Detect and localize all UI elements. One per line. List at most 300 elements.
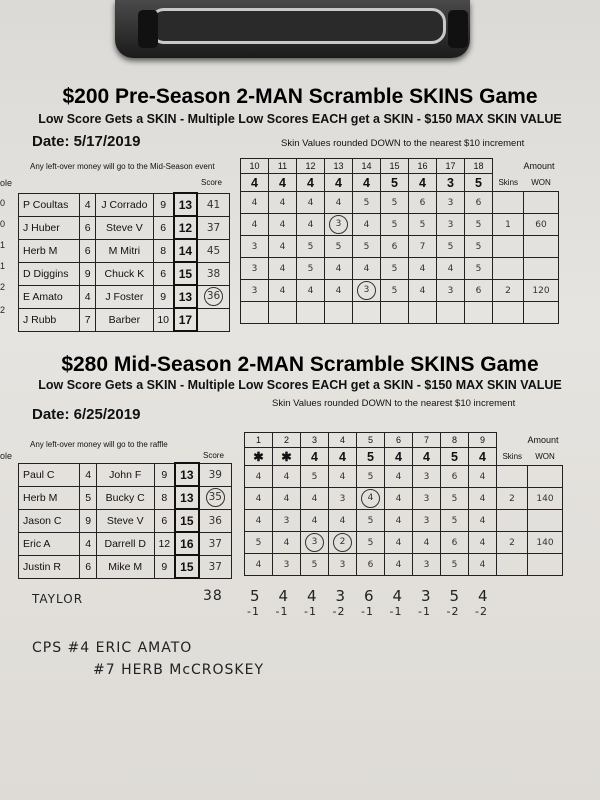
player1-name: Paul C	[19, 463, 80, 486]
hole-score-row	[241, 236, 559, 258]
hole-par: ✱	[245, 448, 273, 466]
edge-label: 2	[0, 305, 6, 315]
skins-count	[493, 192, 524, 214]
player1-name: Eric A	[19, 532, 80, 555]
hole-number: 7	[413, 433, 441, 448]
hole-score-value: 4	[283, 493, 290, 504]
hole-score	[441, 466, 469, 488]
hole-score-value: 3	[305, 533, 324, 552]
hole-score	[297, 214, 325, 236]
player1-name: Herb M	[19, 239, 80, 262]
player2-name: Barber	[96, 308, 153, 331]
team-score-value: 35	[206, 488, 225, 507]
hole-score	[381, 192, 409, 214]
hole-score	[301, 466, 329, 488]
hole-score	[469, 466, 497, 488]
amount-won	[524, 302, 559, 324]
hole-score	[329, 466, 357, 488]
team-score	[197, 308, 229, 331]
hole-number: 11	[269, 159, 297, 174]
hole-score-value: 3	[251, 241, 258, 252]
hole-score	[241, 302, 269, 324]
player2-handicap: 6	[153, 216, 174, 239]
hole-score	[441, 554, 469, 576]
hole-score-value: 4	[479, 471, 486, 482]
hole-score-value: 6	[367, 559, 374, 570]
game2-date: Date: 6/25/2019	[32, 406, 141, 423]
won-header: WON	[535, 451, 555, 461]
amount-won: 140	[528, 488, 563, 510]
hole-score-value: 4	[335, 263, 342, 274]
hole-par: 5	[441, 448, 469, 466]
player1-handicap: 4	[80, 193, 96, 216]
hole-par: 4	[469, 448, 497, 466]
hole-number: 10	[241, 159, 269, 174]
hole-score-value: 3	[423, 515, 430, 526]
hole-par: 4	[325, 174, 353, 192]
team-score	[199, 486, 232, 509]
hole-score-value: 5	[311, 559, 318, 570]
hole-score-value: 4	[395, 515, 402, 526]
extra-player-name: TAYLOR	[32, 592, 84, 606]
hole-number: 16	[409, 159, 437, 174]
hole-score-value: 5	[255, 537, 262, 548]
player2-name: Steve V	[96, 509, 154, 532]
hole-score-value: 4	[339, 515, 346, 526]
hole-score	[469, 554, 497, 576]
edge-label: 0	[0, 219, 6, 229]
extra-hole-diff: -1	[304, 605, 317, 618]
player-row	[19, 486, 232, 509]
hole-score-value: 4	[363, 263, 370, 274]
hole-score	[329, 488, 357, 510]
cps-note-line1: CPS #4 ERIC AMATO	[32, 640, 193, 656]
hole-score	[245, 554, 273, 576]
hole-score-value: 5	[307, 263, 314, 274]
skins-count	[497, 466, 528, 488]
hole-score	[469, 510, 497, 532]
hole-score	[353, 214, 381, 236]
hole-score	[409, 302, 437, 324]
hole-par: 4	[409, 174, 437, 192]
hole-par: 5	[357, 448, 385, 466]
player-row	[19, 239, 230, 262]
hole-score	[437, 236, 465, 258]
team-score	[197, 262, 229, 285]
skins-count	[493, 236, 524, 258]
hole-score	[269, 280, 297, 302]
hole-score	[269, 236, 297, 258]
hole-score	[353, 280, 381, 302]
amount-header: Amount	[523, 161, 555, 171]
hole-number: 5	[357, 433, 385, 448]
hole-score-value: 4	[307, 219, 314, 230]
edge-label: 2	[0, 282, 6, 292]
hole-score-value: 4	[363, 219, 370, 230]
hole-score	[325, 280, 353, 302]
team-score-value: 36	[204, 287, 223, 306]
player1-name: J Huber	[19, 216, 80, 239]
hole-score-value: 5	[475, 241, 482, 252]
player-row	[19, 463, 232, 486]
player2-name: Steve V	[96, 216, 153, 239]
team-score-value: 41	[206, 198, 221, 211]
hole-score	[385, 488, 413, 510]
hole-score-value: 5	[335, 241, 342, 252]
player1-handicap: 6	[80, 216, 96, 239]
hole-par: 4	[269, 174, 297, 192]
game2-edge-label: ole	[0, 451, 13, 461]
hole-score-value: 6	[451, 537, 458, 548]
game2-holes-table	[244, 432, 563, 576]
team-score	[197, 193, 229, 216]
extra-hole-score: 4	[392, 587, 404, 605]
skins-count	[497, 554, 528, 576]
skins-count: 2	[497, 488, 528, 510]
hole-score-value: 4	[251, 197, 258, 208]
player-row	[19, 193, 230, 216]
hole-score	[245, 488, 273, 510]
extra-hole-score: 6	[364, 587, 375, 605]
hole-score-value: 4	[311, 515, 318, 526]
extra-hole-score: 4	[278, 587, 290, 605]
hole-score	[325, 214, 353, 236]
extra-hole-score: 5	[449, 587, 461, 605]
player1-handicap: 4	[80, 463, 96, 486]
hole-score	[269, 302, 297, 324]
hole-par: ✱	[273, 448, 301, 466]
amount-won	[524, 192, 559, 214]
hole-number: 6	[385, 433, 413, 448]
hole-par: 5	[381, 174, 409, 192]
hole-score	[381, 302, 409, 324]
hole-score	[297, 192, 325, 214]
player2-name: J Foster	[96, 285, 153, 308]
hole-score-value: 5	[367, 537, 374, 548]
hole-score	[301, 554, 329, 576]
hole-score	[409, 214, 437, 236]
player1-handicap: 7	[80, 308, 96, 331]
team-handicap-total: 15	[174, 262, 197, 285]
game1-players-table	[18, 192, 230, 332]
hole-score	[385, 554, 413, 576]
hole-score-value: 4	[395, 559, 402, 570]
hole-score	[353, 258, 381, 280]
hole-score-value: 5	[367, 515, 374, 526]
player2-name: J Corrado	[96, 193, 153, 216]
hole-score-value: 4	[395, 471, 402, 482]
game1-title: $200 Pre-Season 2-MAN Scramble SKINS Game	[62, 85, 538, 108]
hole-score-value: 4	[251, 219, 258, 230]
hole-score-value: 4	[279, 285, 286, 296]
hole-score-value: 4	[283, 537, 290, 548]
amount-won: 60	[524, 214, 559, 236]
hole-score	[385, 466, 413, 488]
extra-player-score: 38	[203, 588, 223, 604]
clipboard-clip-handle	[150, 8, 446, 44]
hole-score	[297, 258, 325, 280]
hole-par: 5	[465, 174, 493, 192]
team-score	[199, 532, 232, 555]
game1-score-header: Score	[201, 178, 222, 187]
hole-score	[269, 192, 297, 214]
hole-score	[329, 554, 357, 576]
hole-number: 14	[353, 159, 381, 174]
hole-score	[241, 280, 269, 302]
hole-score	[329, 532, 357, 554]
hole-score-row	[241, 302, 559, 324]
hole-number: 1	[245, 433, 273, 448]
edge-label: 1	[0, 240, 6, 250]
game1-leftover-note: Any left-over money will go to the Mid-Season event	[30, 162, 215, 171]
edge-label: 0	[0, 198, 6, 208]
hole-score-row	[245, 510, 563, 532]
hole-score-value: 5	[391, 219, 398, 230]
hole-score	[465, 192, 493, 214]
player-row	[19, 555, 232, 578]
hole-score	[441, 510, 469, 532]
team-score-value: 37	[208, 560, 222, 573]
hole-score-value: 5	[307, 241, 314, 252]
player1-name: E Amato	[19, 285, 80, 308]
team-score-value: 37	[206, 221, 221, 234]
hole-score	[469, 532, 497, 554]
game1-subtitle: Low Score Gets a SKIN - Multiple Low Scores EACH get a SKIN - $150 MAX SKIN VALUE	[38, 112, 562, 126]
hole-score	[409, 192, 437, 214]
team-score	[199, 555, 232, 578]
won-header: WON	[531, 177, 551, 187]
hole-score	[273, 554, 301, 576]
hole-score	[301, 488, 329, 510]
hole-score-row	[241, 258, 559, 280]
hole-score	[325, 192, 353, 214]
team-score-value: 38	[206, 267, 221, 280]
player1-handicap: 9	[80, 509, 96, 532]
team-handicap-total: 14	[174, 239, 197, 262]
hole-score-value: 4	[279, 263, 286, 274]
hole-score-value: 4	[395, 537, 402, 548]
hole-score-value: 4	[335, 285, 342, 296]
player1-name: D Diggins	[19, 262, 80, 285]
team-handicap-total: 15	[175, 555, 199, 578]
player1-name: J Rubb	[19, 308, 80, 331]
hole-score-value: 3	[357, 281, 376, 300]
hole-score	[301, 532, 329, 554]
hole-score	[325, 236, 353, 258]
hole-score-row	[245, 488, 563, 510]
hole-score-value: 5	[419, 219, 426, 230]
hole-score-value: 4	[479, 493, 486, 504]
hole-par: 4	[297, 174, 325, 192]
player2-handicap: 12	[154, 532, 175, 555]
hole-score-value: 3	[251, 285, 258, 296]
skins-count	[493, 302, 524, 324]
hole-score	[469, 488, 497, 510]
hole-score-value: 5	[475, 263, 482, 274]
hole-score	[245, 510, 273, 532]
hole-score	[465, 258, 493, 280]
player2-handicap: 8	[154, 486, 175, 509]
hole-par: 4	[329, 448, 357, 466]
hole-score-value: 3	[339, 559, 346, 570]
hole-score	[269, 258, 297, 280]
player2-name: Bucky C	[96, 486, 154, 509]
hole-score	[381, 214, 409, 236]
hole-score	[241, 236, 269, 258]
hole-number: 17	[437, 159, 465, 174]
clip-rivet-right	[448, 10, 468, 48]
hole-score-value: 7	[419, 241, 426, 252]
hole-par: 4	[413, 448, 441, 466]
team-handicap-total: 17	[174, 308, 197, 331]
par-row	[241, 174, 559, 192]
hole-score-value: 3	[283, 515, 290, 526]
hole-score-value: 3	[339, 493, 346, 504]
hole-score-value: 4	[255, 471, 262, 482]
hole-score-value: 4	[279, 197, 286, 208]
player-row	[19, 509, 232, 532]
hole-score-value: 4	[479, 515, 486, 526]
hole-score	[413, 488, 441, 510]
hole-score	[325, 302, 353, 324]
hole-score	[385, 532, 413, 554]
hole-score	[413, 510, 441, 532]
player1-handicap: 5	[80, 486, 96, 509]
hole-score	[241, 192, 269, 214]
extra-hole-score: 5	[250, 587, 261, 605]
extra-hole-score: 3	[335, 587, 347, 605]
hole-score-value: 5	[391, 197, 398, 208]
hole-score	[381, 258, 409, 280]
hole-score	[437, 280, 465, 302]
team-score-value: 45	[206, 244, 221, 257]
hole-score	[409, 280, 437, 302]
hole-number-row	[245, 433, 563, 448]
hole-score-value: 4	[279, 241, 286, 252]
team-handicap-total: 12	[174, 216, 197, 239]
hole-score	[465, 236, 493, 258]
clip-rivet-left	[138, 10, 158, 48]
team-handicap-total: 16	[175, 532, 199, 555]
player2-handicap: 6	[154, 509, 175, 532]
player2-name: Chuck K	[96, 262, 153, 285]
hole-par: 4	[241, 174, 269, 192]
hole-score-row	[245, 466, 563, 488]
hole-score	[301, 510, 329, 532]
hole-score-value: 4	[255, 559, 262, 570]
extra-hole-diff: -1	[389, 605, 403, 618]
team-score	[199, 463, 232, 486]
extra-hole-diff: -1	[418, 605, 431, 618]
hole-score-value: 4	[395, 493, 402, 504]
hole-score-value: 4	[479, 537, 486, 548]
hole-score	[441, 532, 469, 554]
amount-won	[524, 236, 559, 258]
amount-won	[524, 258, 559, 280]
extra-hole-diff: -2	[446, 605, 460, 618]
hole-score	[269, 214, 297, 236]
hole-score-value: 5	[391, 285, 398, 296]
hole-score	[465, 302, 493, 324]
hole-score	[465, 214, 493, 236]
hole-par: 4	[301, 448, 329, 466]
game1-skin-note: Skin Values rounded DOWN to the nearest $10 increment	[281, 138, 525, 149]
player1-name: P Coultas	[19, 193, 80, 216]
extra-hole-diff: -1	[361, 605, 374, 618]
hole-score-value: 5	[451, 559, 458, 570]
hole-score-value: 5	[475, 219, 482, 230]
hole-score-value: 4	[255, 493, 262, 504]
hole-number: 4	[329, 433, 357, 448]
hole-score-row	[241, 214, 559, 236]
hole-par: 3	[437, 174, 465, 192]
hole-score-value: 3	[447, 219, 454, 230]
hole-score	[325, 258, 353, 280]
hole-score-value: 5	[391, 263, 398, 274]
hole-score	[413, 466, 441, 488]
hole-score	[437, 302, 465, 324]
player2-name: M Mitri	[96, 239, 153, 262]
hole-score-value: 4	[311, 493, 318, 504]
extra-hole-score: 4	[478, 587, 489, 605]
hole-score-value: 3	[447, 285, 454, 296]
hole-score	[381, 236, 409, 258]
edge-label: ole	[0, 178, 13, 188]
player-row	[19, 308, 230, 331]
game1-holes-table	[240, 158, 559, 324]
edge-label: 1	[0, 261, 6, 271]
amount-won	[528, 554, 563, 576]
team-score	[197, 285, 229, 308]
hole-score	[381, 280, 409, 302]
par-row	[245, 448, 563, 466]
team-handicap-total: 13	[174, 193, 197, 216]
hole-score	[357, 466, 385, 488]
hole-score-row	[241, 192, 559, 214]
skins-count	[493, 258, 524, 280]
hole-score	[413, 532, 441, 554]
team-score	[197, 216, 229, 239]
player2-handicap: 6	[153, 262, 174, 285]
skins-count: 2	[493, 280, 524, 302]
hole-score-row	[241, 280, 559, 302]
hole-score	[245, 466, 273, 488]
amount-header: Amount	[527, 435, 559, 445]
skins-count: 1	[493, 214, 524, 236]
team-handicap-total: 13	[175, 486, 199, 509]
amount-won: 120	[524, 280, 559, 302]
game2-score-header: Score	[203, 451, 224, 460]
hole-score	[329, 510, 357, 532]
hole-score-value: 6	[419, 197, 426, 208]
hole-score	[465, 280, 493, 302]
hole-score-value: 5	[447, 241, 454, 252]
player-row	[19, 285, 230, 308]
hole-score-value: 3	[423, 493, 430, 504]
amount-won	[528, 466, 563, 488]
skins-count: 2	[497, 532, 528, 554]
hole-score	[437, 258, 465, 280]
hole-score	[353, 236, 381, 258]
hole-score	[357, 554, 385, 576]
player-row	[19, 532, 232, 555]
hole-score	[241, 214, 269, 236]
hole-number: 8	[441, 433, 469, 448]
skins-header: Skins	[502, 451, 523, 461]
skins-count	[497, 510, 528, 532]
player1-handicap: 6	[80, 239, 96, 262]
player2-handicap: 9	[154, 555, 175, 578]
